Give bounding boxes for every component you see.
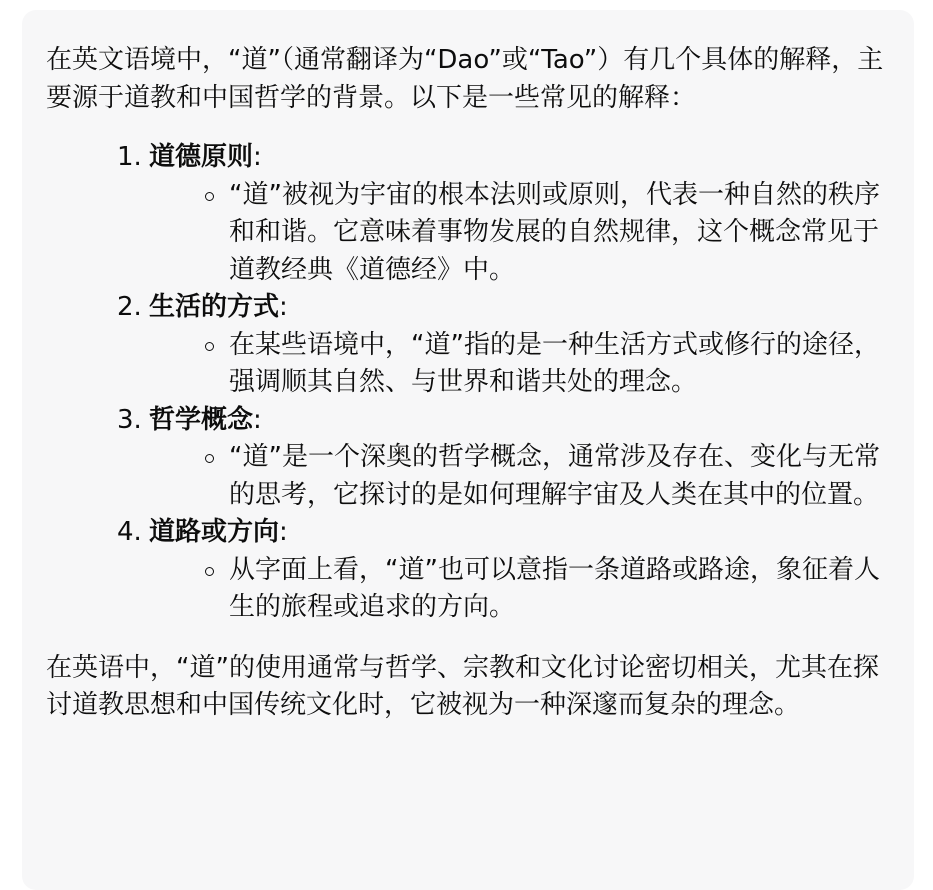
sub-list [149, 327, 888, 402]
item-colon: : [279, 292, 288, 322]
item-detail: 在某些语境中，“道”指的是一种生活方式或修行的途径，强调顺其自然、与世界和谐共处的理念。 [229, 329, 880, 397]
item-detail: “道”被视为宇宙的根本法则或原则，代表一种自然的秩序和和谐。它意味着事物发展的自然规律，这个概念常见于道教经典《道德经》中。 [229, 179, 880, 285]
list-item [46, 139, 888, 289]
item-detail: “道”是一个深奥的哲学概念，通常涉及存在、变化与无常的思考，它探讨的是如何理解宇宙及人类在其中的位置。 [229, 442, 880, 510]
hollow-bullet-icon [205, 567, 214, 576]
list-item [46, 514, 888, 627]
item-colon: : [253, 404, 262, 435]
sub-list [149, 439, 888, 514]
hollow-bullet-icon [205, 192, 214, 201]
hollow-bullet-icon [205, 342, 214, 351]
sub-list-item [149, 552, 888, 627]
list-item [46, 402, 888, 515]
sub-list-item [149, 439, 888, 514]
item-title: 生活的方式 [149, 292, 280, 322]
intro-paragraph: 在英文语境中，“道”（通常翻译为“Dao”或“Tao”）有几个具体的解释，主要源于道教和中国哲学的背景。以下是一些常见的解释： [46, 45, 884, 113]
sub-list-item [149, 327, 888, 402]
assistant-message [22, 10, 914, 890]
item-colon: : [253, 142, 262, 172]
list-item [46, 289, 888, 402]
sub-list [149, 552, 888, 627]
explanation-list [46, 139, 888, 627]
item-colon: : [279, 517, 288, 547]
item-number: 1. [117, 142, 142, 172]
item-number: 2. [117, 292, 142, 322]
hollow-bullet-icon [205, 454, 214, 463]
item-title: 道路或方向 [149, 517, 280, 547]
item-title: 哲学概念 [149, 404, 254, 435]
closing-paragraph: 在英语中，“道”的使用通常与哲学、宗教和文化讨论密切相关，尤其在探讨道教思想和中国传统文化时，它被视为一种深邃而复杂的理念。 [46, 652, 879, 720]
sub-list [149, 177, 888, 290]
item-detail: 从字面上看，“道”也可以意指一条道路或路途，象征着人生的旅程或追求的方向。 [229, 554, 880, 622]
item-number: 4. [117, 517, 142, 547]
sub-list-item [149, 177, 888, 290]
item-number: 3. [117, 404, 142, 435]
item-title: 道德原则 [149, 142, 254, 172]
